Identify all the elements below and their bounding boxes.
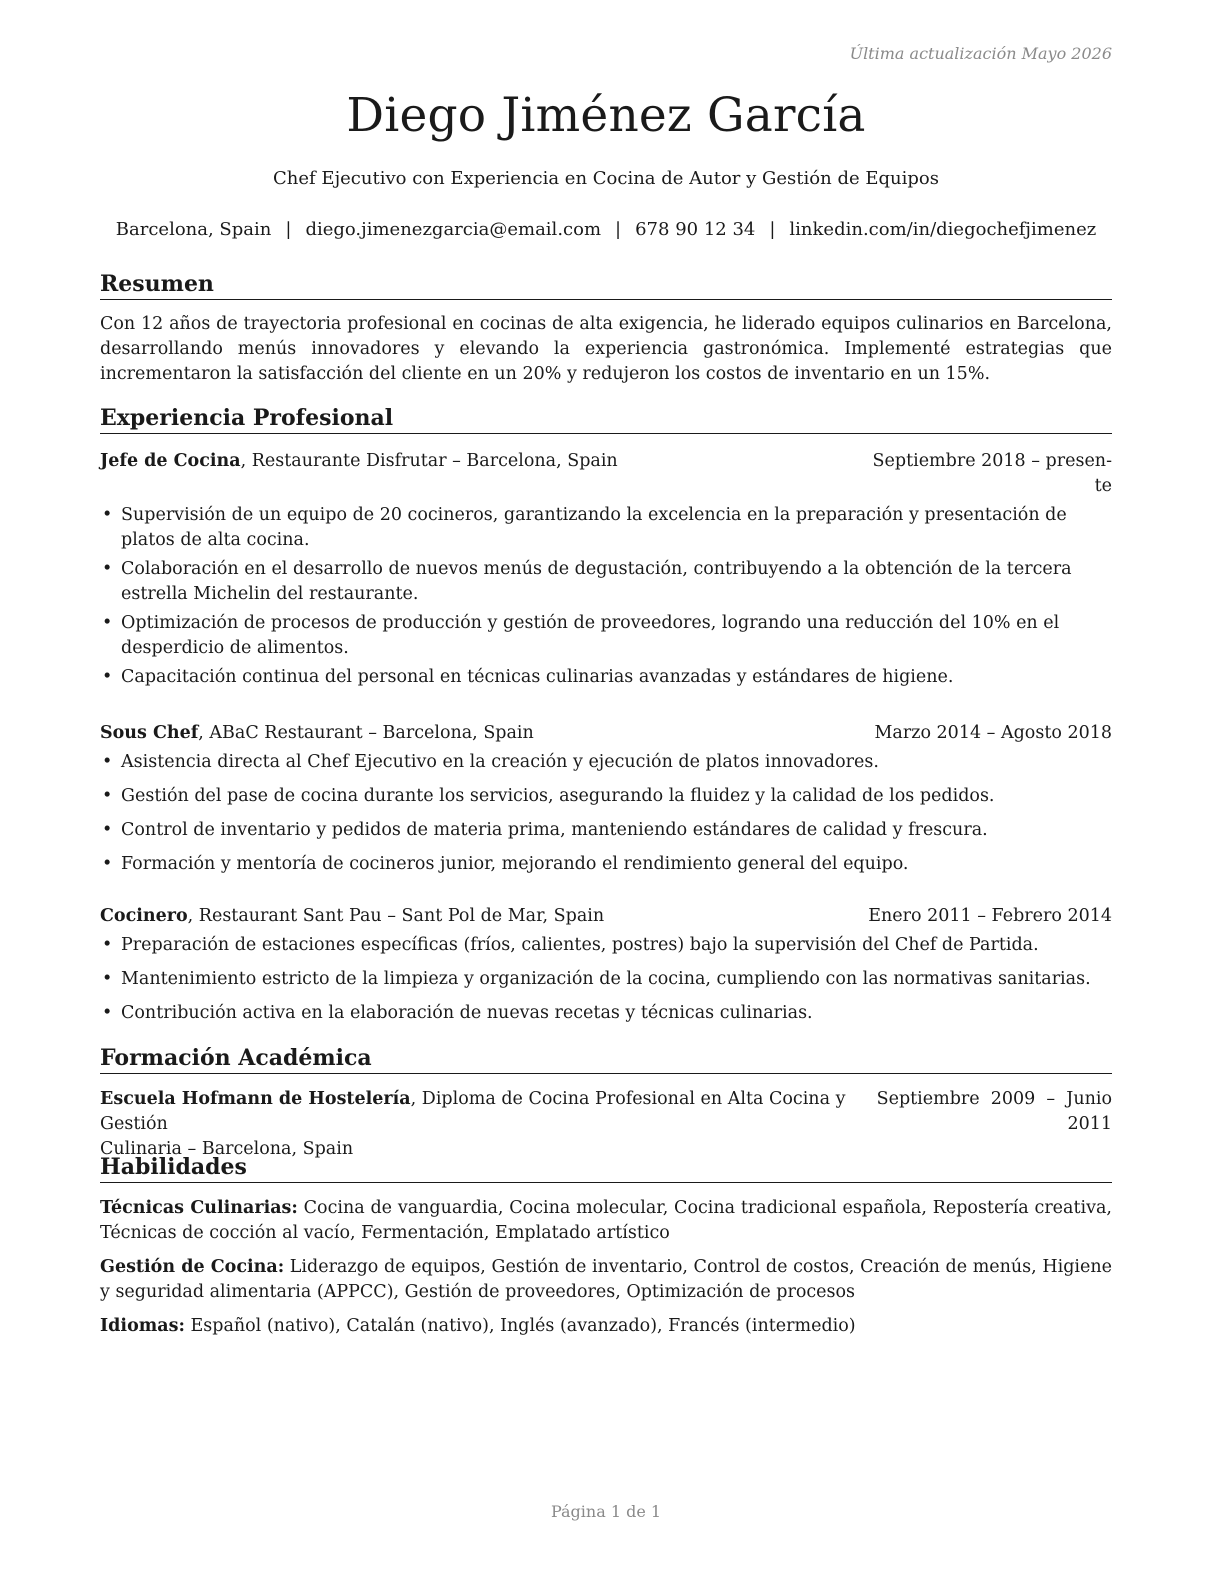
linkedin-link[interactable]: linkedin.com/in/diegochefjimenez (789, 219, 1097, 240)
skill-row (100, 1314, 1112, 1339)
job-bullets (100, 933, 1112, 1026)
section-title: Formación Académica (100, 1045, 1112, 1074)
list-item: • Gestión del pase de cocina durante los servicios, asegurando la fluidez y la calidad de los pedidos. (100, 784, 1112, 809)
job-role: Sous Chef (100, 723, 199, 743)
skill-row (100, 1255, 1112, 1305)
list-item: • Asistencia directa al Chef Ejecutivo en la creación y ejecución de platos innovadores. (100, 750, 1112, 775)
job-dates: Marzo 2014 – Agosto 2018 (874, 723, 1112, 743)
job-bullets (100, 750, 1112, 877)
list-item: • Supervisión de un equipo de 20 cocineros, garantizando la excelencia en la preparación y presentación de platos de alta cocina. (100, 503, 1112, 553)
education-dates-line: Septiembre 2009 – Junio (876, 1089, 1112, 1109)
list-item: • Preparación de estaciones específicas (fríos, calientes, postres) bajo la supervisión del Chef de Partida. (100, 933, 1112, 958)
last-updated: Última actualización Mayo 2026 (849, 44, 1112, 63)
education-entry (100, 1087, 1112, 1162)
summary-text: Con 12 años de trayectoria profesional en cocinas de alta exigencia, he liderado equipos culinarios en Barcelona, desarrollando menús innovadores y elevando la experiencia gastronómica. Implementé estrategias que incrementaron la satisfacción del cliente en un 20% y redujeron los costos de inventario en un 15%. (100, 314, 1112, 384)
list-item: • Mantenimiento estricto de la limpieza y organización de la cocina, cumpliendo con las normativas sanitarias. (100, 967, 1112, 992)
skills-section (100, 1154, 1112, 1339)
job-place: , ABaC Restaurant – Barcelona, Spain (198, 723, 534, 743)
skill-label: Idiomas: (100, 1316, 185, 1336)
list-item: • Capacitación continua del personal en técnicas culinarias avanzadas y estándares de higiene. (100, 665, 1112, 690)
headline: Chef Ejecutivo con Experiencia en Cocina de Autor y Gestión de Equipos (273, 168, 939, 189)
job-place: , Restaurant Sant Pau – Sant Pol de Mar, Spain (187, 906, 605, 926)
separator: | (769, 219, 776, 240)
job-header (100, 449, 1112, 499)
section-title: Resumen (100, 271, 1112, 300)
resume-page (100, 0, 1112, 1584)
skill-text: Liderazgo de equipos, Gestión de inventario, Control de costos, Creación de menús, Higiene y seguridad alimentaria (APPCC), Gestión de proveedores, Optimización de procesos (100, 1257, 1112, 1302)
job-entry (100, 904, 1112, 1026)
contact-line (100, 219, 1112, 240)
list-item: • Contribución activa en la elaboración de nuevas recetas y técnicas culinarias. (100, 1001, 1112, 1026)
email-link[interactable]: diego.jimenezgarcia@email.com (305, 219, 602, 240)
school-name: Escuela Hofmann de Hostelería (100, 1089, 411, 1109)
job-dates (873, 449, 1112, 499)
section-title: Experiencia Profesional (100, 405, 1112, 434)
skill-text: Cocina de vanguardia, Cocina molecular, Cocina tradicional española, Repostería creativa, Técnicas de cocción al vacío, Fermentación, Emplatado artístico (100, 1198, 1112, 1243)
experience-section (100, 405, 1112, 434)
skill-label: Gestión de Cocina: (100, 1257, 285, 1277)
job-role: Cocinero (100, 906, 188, 926)
job-entry (100, 449, 1112, 690)
job-dates-line: Septiembre 2018 – presen- (872, 451, 1112, 471)
summary-section (100, 271, 1112, 387)
job-place: , Restaurante Disfrutar – Barcelona, Spain (240, 451, 618, 471)
section-title: Habilidades (100, 1154, 1112, 1183)
job-role: Jefe de Cocina (100, 451, 241, 471)
page-number: Página 1 de 1 (550, 1502, 662, 1521)
phone: 678 90 12 34 (635, 219, 756, 240)
degree: , Diploma de Cocina Profesional en Alta Cocina y Gestión (100, 1089, 846, 1134)
job-entry (100, 721, 1112, 877)
education-section (100, 1045, 1112, 1162)
skill-row (100, 1196, 1112, 1246)
degree-cont: Culinaria – Barcelona, Spain (100, 1139, 354, 1159)
education-dates (877, 1087, 1112, 1162)
job-header (100, 721, 1112, 746)
separator: | (285, 219, 292, 240)
job-dates-line: te (1094, 476, 1112, 496)
candidate-name: Diego Jiménez García (346, 88, 866, 143)
location: Barcelona, Spain (115, 219, 272, 240)
list-item: • Control de inventario y pedidos de materia prima, manteniendo estándares de calidad y frescura. (100, 818, 1112, 843)
list-item: • Colaboración en el desarrollo de nuevos menús de degustación, contribuyendo a la obtención de la tercera estrella Michelin del restaurante. (100, 557, 1112, 607)
job-dates: Enero 2011 – Febrero 2014 (868, 906, 1112, 926)
skill-label: Técnicas Culinarias: (100, 1198, 298, 1218)
list-item: • Optimización de procesos de producción y gestión de proveedores, logrando una reducción del 10% en el desperdicio de alimentos. (100, 611, 1112, 661)
separator: | (615, 219, 622, 240)
job-header (100, 904, 1112, 929)
skill-text: Español (nativo), Catalán (nativo), Inglés (avanzado), Francés (intermedio) (184, 1316, 856, 1336)
education-dates-line: 2011 (1067, 1114, 1112, 1134)
list-item: • Formación y mentoría de cocineros junior, mejorando el rendimiento general del equipo. (100, 852, 1112, 877)
job-bullets (100, 503, 1112, 690)
